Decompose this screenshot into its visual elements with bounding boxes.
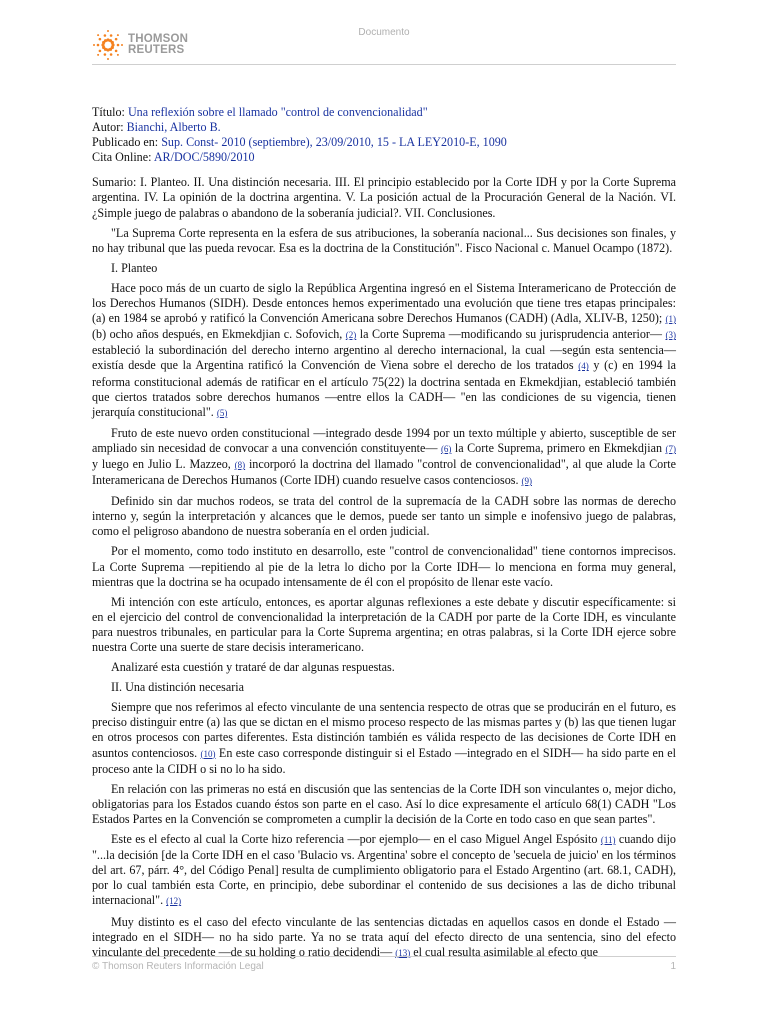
paragraph-text: "La Suprema Corte representa en la esfera de sus atribuciones, la soberanía nacional... Sus decisiones son finales, y no hay tribunal que las pueda revocar. Esa es la doctrina de la Constitución". Fisco Nacional c. Manuel Ocampo (1872). (92, 225, 676, 255)
footnote-link[interactable]: (9) (521, 476, 532, 487)
logo-dot (117, 44, 120, 47)
footnote-link[interactable]: (8) (234, 459, 246, 470)
paragraph-text: Analizaré esta cuestión y trataré de dar algunas respuestas. (111, 660, 395, 675)
paragraph-text: la Corte Suprema, primero en Ekmekdjian (451, 440, 666, 455)
footnote-link[interactable]: (10) (200, 748, 216, 759)
logo-dot (93, 44, 95, 46)
meta-title (92, 105, 676, 120)
paragraph (92, 915, 676, 961)
logo-dot (110, 53, 113, 56)
page-footer (92, 956, 676, 972)
meta-citation-label: Cita Online: (92, 150, 152, 165)
footer-copyright: © Thomson Reuters Información Legal (92, 961, 264, 972)
meta-citation-link[interactable]: AR/DOC/5890/2010 (153, 150, 255, 165)
logo-dot (99, 50, 102, 53)
footnote-link[interactable]: (4) (578, 361, 589, 372)
meta-author-link[interactable]: Bianchi, Alberto B. (126, 120, 221, 135)
paragraph (92, 782, 676, 827)
paragraph-text: incorporó la doctrina del llamado "control de convencionalidad", al que alude la Corte Interamericana de Derechos Humanos (Corte IDH) cuando resuelve casos contenciosos. (92, 456, 676, 488)
logo-dot (104, 53, 107, 56)
logo-dot (121, 44, 123, 46)
paragraph-text: Muy distinto es el caso del efecto vinculante de las sentencias dictadas en aquellos casos en donde el Estado —integrado en el SIDH— no ha sido parte. Ya no se trata aquí del efecto directo de una sentencia, sino del efecto vinculante del precedente —de su holding o ratio decidendi— (92, 914, 676, 959)
paragraph (92, 226, 676, 256)
summary: Sumario: I. Planteo. II. Una distinción necesaria. III. El principio establecido por la Corte IDH y por la Corte Suprema argentina. IV. La opinión de la doctrina argentina. V. La posición actual de la Procuración General de la Nación. VI. ¿Simple juego de palabras o abandono de la soberanía judicial?. VII. Conclusiones. (92, 175, 676, 220)
article-text (92, 226, 676, 961)
paragraph (92, 426, 676, 489)
section-heading (92, 660, 676, 675)
meta-published-link[interactable]: Sup. Const- 2010 (septiembre), 23/09/2010, 15 - LA LEY2010-E, 1090 (161, 135, 507, 150)
logo-dot (115, 38, 118, 41)
paragraph-text: En este caso corresponde distinguir si el Estado —integrado en el SIDH— ha sido parte en el proceso ante la CIDH o si no lo ha sido. (92, 745, 677, 776)
footnote-link[interactable]: (3) (665, 330, 676, 341)
logo-dot (99, 38, 102, 41)
footnote-link[interactable]: (5) (216, 407, 228, 418)
logo-line1: THOMSON (128, 33, 189, 45)
meta-published-label: Publicado en: (92, 135, 159, 150)
page-header (92, 24, 676, 65)
page-number: 1 (670, 961, 676, 972)
meta-author-label: Autor: (92, 120, 124, 135)
meta-citation (92, 150, 676, 165)
meta-title-label: Título: (92, 105, 125, 119)
logo-dot (117, 54, 119, 56)
document-label: Documento (358, 27, 410, 38)
paragraph-text: estableció la subordinación del derecho interno argentino al derecho internacional, la cual —según esta sentencia— existía desde que la Argentina ratificó la Convención de Viena sobre el derecho de los tratados (92, 343, 676, 373)
footnote-link[interactable]: (7) (665, 443, 676, 454)
paragraph-text: Siempre que nos referimos al efecto vinculante de una sentencia respecto de otras que se producirán en el futuro, es preciso distinguir entre (a) las que se dictan en el mismo proceso respecto de las mismas partes y (b) las que tienen lugar en otros procesos con partes diferentes. Esta distinción también es válida respecto de las decisiones de Corte IDH en asuntos contenciosos. (92, 700, 676, 760)
meta-author (92, 120, 676, 135)
paragraph-text: I. Planteo (111, 260, 158, 275)
paragraph-text: Definido sin dar muchos rodeos, se trata del control de la supremacía de la CADH sobre las normas de derecho interno y, según la interpretación y alcances que le demos, puede ser tanto un simple e inofensivo juego de palabras, como el peligroso abandono de nuestra soberanía en el orden judicial. (92, 494, 676, 539)
paragraph-text: Por el momento, como todo instituto en desarrollo, este "control de convencionalidad" tiene contornos imprecisos. La Corte Suprema —repitiendo al pie de la letra lo dicho por la Corte IDH— lo menciona en forma muy general, mientras que la doctrina se ha ocupado intensamente de él con el propósito de llenar este vacío. (92, 544, 676, 589)
paragraph-text: y (c) en 1994 la reforma constitucional además de ratificar en el artículo 75(22) la doctrina sentada en Ekmekdjian, estableció también que ciertos tratados sobre derechos humanos —entre ellos la CADH— "en las condiciones de su vigencia, tienen jerarquía constitucional". (92, 358, 676, 419)
paragraph-text: II. Una distinción necesaria (111, 680, 244, 695)
footnote-link[interactable]: (13) (395, 947, 411, 958)
footnote-link[interactable]: (2) (345, 330, 357, 341)
paragraph-text: el cual resulta asimilable al efecto que (410, 944, 598, 959)
section-heading (92, 261, 676, 276)
document-body (92, 105, 676, 961)
paragraph (92, 544, 676, 589)
paragraph (92, 281, 676, 421)
paragraph-text: Fruto de este nuevo orden constitucional —integrado desde 1994 por un texto múltiple y abierto, susceptible de ser ampliado sin necesidad de convocar a una convención constituyente— (92, 425, 676, 455)
paragraph (92, 595, 676, 655)
paragraph-text: y luego en Julio L. Mazzeo, (92, 456, 235, 471)
logo-line2: REUTERS (128, 44, 185, 56)
paragraph-text: En relación con las primeras no está en discusión que las sentencias de la Corte IDH son vinculantes o, mejor dicho, obligatorias para los Estados cuando éstos son parte en el caso. Así lo dice expresamente el artículo 68(1) CADH "Los Estados Partes en la Convención se comprometen a cumplir la decisión de la Corte en todo caso en que sean partes". (92, 781, 676, 826)
logo-dot (115, 50, 118, 53)
footnote-link[interactable]: (1) (665, 314, 676, 325)
logo-dot (97, 54, 99, 56)
footnote-link[interactable]: (11) (600, 835, 616, 846)
meta-title-link[interactable]: Una reflexión sobre el llamado "control de convencionalidad" (127, 105, 428, 119)
footnote-link[interactable]: (12) (166, 896, 182, 907)
section-heading (92, 680, 676, 695)
paragraph (92, 700, 676, 776)
logo-dot (111, 41, 114, 44)
paragraph-text: (b) ocho años después, en Ekmekdjian c. Sofovich, (92, 327, 346, 342)
paragraph-text: cuando dijo "...la decisión [de la Corte IDH en el caso 'Bulacio vs. Argentina' sobre el concepto de 'secuela de juicio' en los términos del art. 67, párr. 4°, del Código Penal] resulta de cumplimiento obligatorio para el Estado Argentino (art. 68.1, CADH), por lo cual también esta Corte, en principio, debe subordinar el contenido de sus decisiones a las de dicho tribunal internacional". (92, 832, 676, 908)
logo-dot (107, 58, 109, 60)
paragraph-text: Mi intención con este artículo, entonces, es aportar algunas reflexiones a este debate y discutir específicamente: si en el ejercicio del control de convencionalidad la interpretación de la CADH por parte de la Corte IDH, es vinculante para nuestros tribunales, en particular para la Corte Suprema argentina; en otras palabras, si la Corte IDH ejerce sobre nuestra Corte una suerte de stare decisis interamericano. (92, 594, 676, 654)
meta-published (92, 135, 676, 150)
logo-dot (97, 44, 100, 47)
paragraph-text: Este es el efecto al cual la Corte hizo referencia —por ejemplo— en el caso Miguel Angel Espósito (111, 832, 601, 847)
footnote-link[interactable]: (6) (440, 443, 452, 454)
paragraph-text: Hace poco más de un cuarto de siglo la República Argentina ingresó en el Sistema Interamericano de Protección de los Derechos Humanos (SIDH). Desde entonces hemos experimentado una evolución que tiene tres etapas principales: (a) en 1984 se aprobó y ratificó la Convención Americana sobre Derechos Humanos (CADH) (Adla, XLIV-B, 1250); (92, 280, 676, 326)
paragraph (92, 832, 676, 909)
paragraph-text: la Corte Suprema —modificando su jurisprudencia anterior— (356, 327, 666, 342)
paragraph (92, 494, 676, 539)
